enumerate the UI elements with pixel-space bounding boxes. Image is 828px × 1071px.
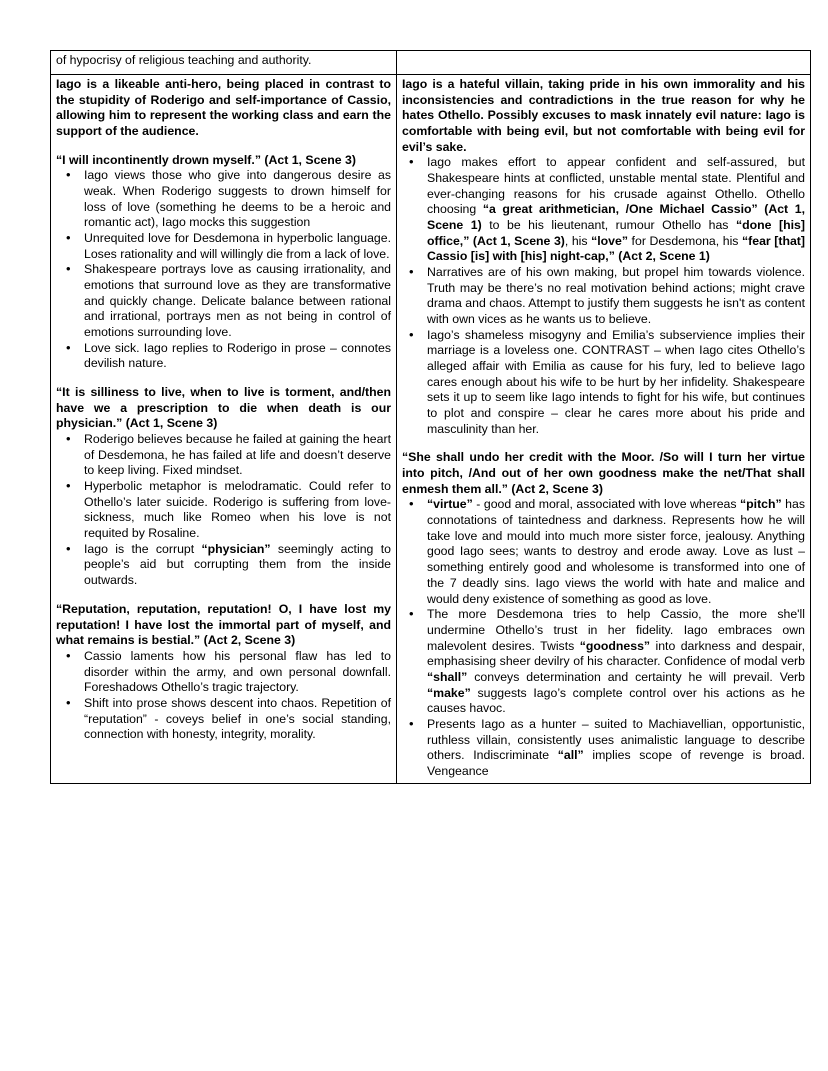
rq1-part2: has connotations of taintedness and darkness. Represents how he will take love and mould into much more sister force, jealousy. Anything good Iago sees; wants to destroy and erode away. Love as lust – something entirely good and wholesome is transformed into one of the 7 deadly sins. Iago views the world with hate and malice and would deny existence of something as good as love.: [427, 497, 806, 606]
rq2-part2: into darkness and despair, emphasising sheer devilry of his character. Confidence of modal verb: [427, 638, 805, 669]
right-column-heading: Iago is a hateful villain, taking pride in his own immorality and his inconsistencies and contradictions in the true reason for why he hates Othello. Possibly excuses to mask innately evil nature: Iago is comfortable with being evil, but not comfortable with being evil for evil’s sake.: [402, 77, 805, 154]
list-item: [402, 717, 805, 780]
cell-left-main: [51, 75, 397, 784]
rq1-virtue: “virtue”: [427, 497, 473, 512]
left-quote-1: “I will incontinently drown myself.” (Act 1, Scene 3): [56, 152, 356, 167]
table-row-continuation: [51, 51, 811, 75]
right-quote-block: “She shall undo her credit with the Moor. /So will I turn her virtue into pitch, /And out of her own goodness make the net/That shall enmesh them all.” (Act 2, Scene 3): [402, 450, 805, 496]
left-bullet-list-3: [56, 649, 391, 743]
table-row-main: [51, 75, 811, 784]
list-item: • Shakespeare portrays love as causing irrationality, and emotions that surround love as they are transformative and quickly change. Delicate balance between rational and irrational, portrays men as not being in control of emotions surrounding love.: [56, 262, 391, 340]
left-heading-text: Iago is a likeable anti-hero, being placed in contrast to the stupidity of Roderigo and self-importance of Cassio, allowing him to represent the working class and earn the support of the audience.: [56, 77, 391, 139]
rq2-part4: suggests Iago’s complete control over his actions as he causes havoc.: [427, 685, 805, 716]
right-spacer-1: [402, 437, 805, 450]
rq1-pitch: “pitch”: [740, 497, 782, 512]
list-item: • Roderigo believes because he failed at gaining the heart of Desdemona, he has failed at life and doesn’t deserve to keep living. Fixed mindset.: [56, 432, 391, 479]
left-spacer-3: [56, 589, 391, 602]
right-bullet-list-top: [402, 155, 805, 437]
rb1-part2: to be his lieutenant, rumour Othello has: [481, 218, 736, 233]
rb1-part1: Iago makes effort to appear confident and self-assured, but Shakespeare hints at conflicted, unstable mental state. Plentiful and ever-changing reasons for his crusade against Othello. Othello choosing: [427, 155, 805, 217]
list-item: [402, 607, 805, 717]
cell-left-continuation: [51, 51, 397, 75]
cell-right-main: [397, 75, 811, 784]
cell-right-continuation-empty: [397, 51, 811, 75]
rq3-part2: implies scope of revenge is broad. Vengeance: [427, 748, 805, 778]
list-item: [402, 155, 805, 265]
left-quote-2: “It is silliness to live, when to live is torment, and/then have we a prescription to die when death is our physician.” (Act 1, Scene 3): [56, 385, 391, 431]
rb1-quote2: “done [his] office,” (Act 1, Scene 3): [427, 218, 805, 248]
list-item: [56, 542, 391, 589]
rb1-quote1: “a great arithmetician, /One Michael Cassio” (Act 1, Scene 1): [427, 202, 805, 233]
list-item: • Iago views those who give into dangerous desire as weak. When Roderigo suggests to drown himself for loss of love (something he deems to be a heroic and romantic act), Iago mocks this suggestion: [56, 168, 391, 231]
list-item: • Narratives are of his own making, but propel him towards violence. Truth may be there’s no real motivation behind actions; might crave drama and chaos. Attempt to justify them suggests he isn't as content with own vices as he wants us to believe.: [402, 265, 805, 328]
left-bullet-list-1: [56, 168, 391, 372]
rq3-part1: Presents Iago as a hunter – suited to Machiavellian, opportunistic, ruthless villain, consistently uses animalistic language to describe others. Indiscriminate: [427, 716, 805, 763]
physician-before: Iago is the corrupt: [84, 541, 202, 556]
list-item: • Iago’s shameless misogyny and Emilia’s subservience implies their marriage is a loveless one. CONTRAST – when Iago cites Othello’s alleged affair with Emilia as cause for his fury, led to believe Iago cares enough about his wife to be hurt by her infidelity. Shakespeare sets it up to seem like Iago intends to fight for his wife, but continues to plot and conspire – clear he cares more about his pride and masculinity than her.: [402, 328, 805, 438]
rq2-goodness: “goodness”: [579, 638, 651, 653]
list-item: • Shift into prose shows descent into chaos. Repetition of “reputation” - coveys belief in one’s social standing, connection with honesty, integrity, morality.: [56, 696, 391, 743]
rq2-part3: conveys determination and certainty he will prevail. Verb: [467, 669, 805, 684]
rb1-quote4: “fear [that] Cassio [is] with [his] night-cap,” (Act 2, Scene 1): [427, 233, 805, 264]
list-item: • Unrequited love for Desdemona in hyperbolic language. Loses rationality and will willingly die from a lack of love.: [56, 231, 391, 262]
rq1-part1: - good and moral, associated with love whereas: [472, 497, 741, 512]
rq2-shall: “shall”: [427, 669, 468, 684]
rq2-part1: The more Desdemona tries to help Cassio, the more she'll undermine Othello’s trust in her fidelity. Iago embraces own malevolent desires. Twists: [427, 607, 805, 653]
physician-keyword: “physician”: [201, 541, 271, 556]
rb1-quote3: “love”: [591, 233, 629, 248]
list-item: • Love sick. Iago replies to Roderigo in prose – connotes devilish nature.: [56, 341, 391, 372]
physician-after: seemingly acting to people’s aid but corrupting them from the inside outwards.: [84, 541, 391, 588]
list-item: • Hyperbolic metaphor is melodramatic. Could refer to Othello’s later suicide. Roderigo is suffering from love-sickness, much like Romeo when his love is not requited by Rosaline.: [56, 479, 391, 542]
right-bullet-list-quote: [402, 497, 805, 779]
left-spacer-2: [56, 372, 391, 385]
rb1-part4: for Desdemona, his: [628, 233, 742, 248]
left-spacer-1: [56, 140, 391, 153]
left-column-heading: [56, 77, 391, 140]
list-item: • Cassio laments how his personal flaw has led to disorder within the army, and own personal downfall. Foreshadows Othello’s tragic trajectory.: [56, 649, 391, 696]
left-quote-3: “Reputation, reputation, reputation! O, I have lost my reputation! I have lost the immortal part of myself, and what remains is bestial.” (Act 2, Scene 3): [56, 601, 391, 648]
list-item: [402, 497, 805, 607]
continuation-text: of hypocrisy of religious teaching and authority.: [56, 53, 312, 67]
rb1-part3: , his: [564, 233, 592, 248]
rq2-make: “make”: [427, 685, 471, 700]
rq3-all: “all”: [557, 748, 584, 763]
left-bullet-list-2: [56, 432, 391, 589]
empty-cell-content: [402, 53, 805, 71]
comparison-table: [50, 50, 811, 784]
